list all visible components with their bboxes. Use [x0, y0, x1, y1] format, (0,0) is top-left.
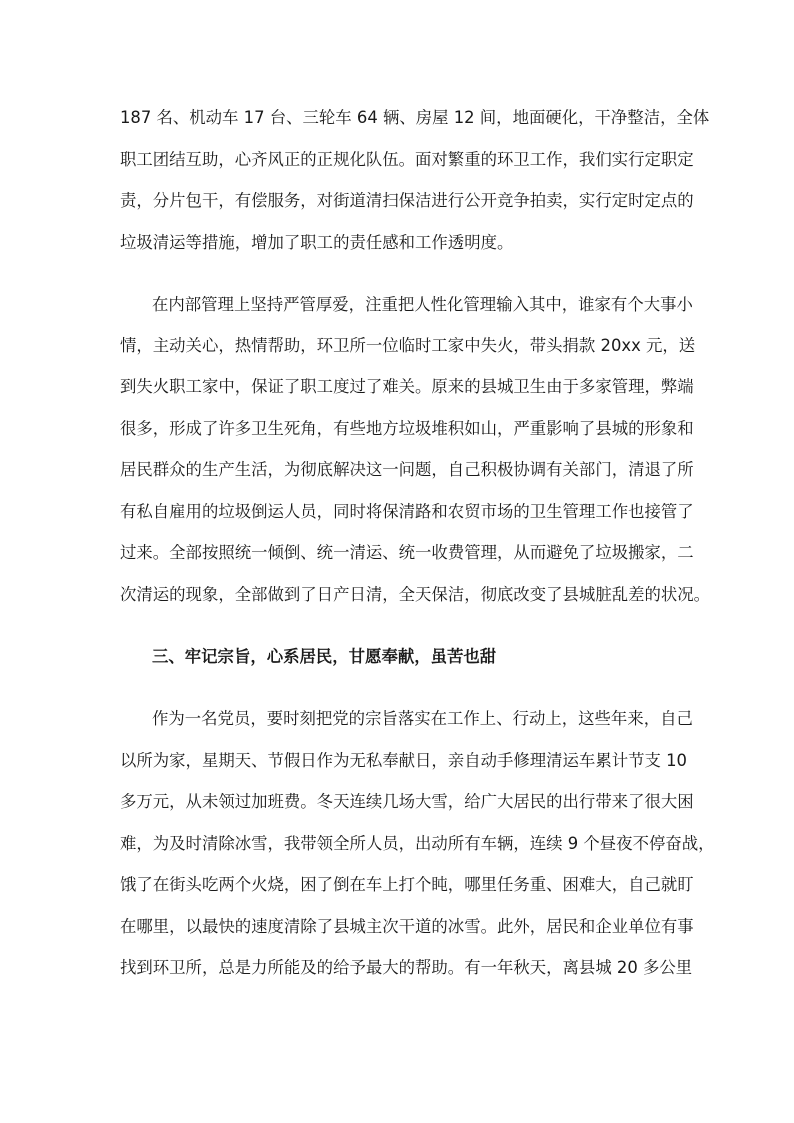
paragraph-line: 次清运的现象，全部做到了日产日清，全天保洁，彻底改变了县城脏乱差的状况。 [120, 585, 711, 604]
paragraph-line: 以所为家，星期天、节假日作为无私奉献日，亲自动手修理清运车累计节支 10 [120, 751, 687, 770]
paragraph-line: 有私自雇用的垃圾倒运人员，同时将保清路和农贸市场的卫生管理工作也接管了 [120, 502, 694, 521]
paragraph-line: 很多，形成了许多卫生死角，有些地方垃圾堆积如山，严重影响了县城的形象和 [120, 419, 694, 438]
paragraph-line: 垃圾清运等措施，增加了职工的责任感和工作透明度。 [120, 233, 514, 252]
paragraph-line: 找到环卫所，总是力所能及的给予最大的帮助。有一年秋天，离县城 20 多公里 [120, 958, 693, 977]
paragraph-line: 到失火职工家中，保证了职工度过了难关。原来的县城卫生由于多家管理，弊端 [120, 377, 694, 396]
paragraph-line: 饿了在街头吃两个火烧，困了倒在车上打个盹，哪里任务重、困难大，自己就盯 [120, 875, 694, 894]
paragraph-line: 居民群众的生产生活，为彻底解决这一问题，自己积极协调有关部门，清退了所 [120, 460, 694, 479]
paragraph-line: 责，分片包干，有偿服务，对街道清扫保洁进行公开竞争拍卖，实行定时定点的 [120, 191, 694, 210]
paragraph-first-line: 作为一名党员，要时刻把党的宗旨落实在工作上、行动上，这些年来，自己 [152, 709, 693, 728]
paragraph-line: 职工团结互助，心齐风正的正规化队伍。面对繁重的环卫工作，我们实行定职定 [120, 150, 694, 169]
paragraph-line: 187 名、机动车 17 台、三轮车 64 辆、房屋 12 间，地面硬化，干净整洁，全体 [120, 108, 710, 127]
paragraph-line: 难，为及时清除冰雪，我带领全所人员，出动所有车辆，连续 9 个昼夜不停奋战， [120, 834, 715, 853]
paragraph-line: 在哪里，以最快的速度清除了县城主次干道的冰雪。此外，居民和企业单位有事 [120, 917, 694, 936]
paragraph-first-line: 在内部管理上坚持严管厚爱，注重把人性化管理输入其中，谁家有个大事小 [152, 295, 693, 314]
paragraph-line: 过来。全部按照统一倾倒、统一清运、统一收费管理，从而避免了垃圾搬家，二 [120, 543, 694, 562]
paragraph-line: 多万元，从未领过加班费。冬天连续几场大雪，给广大居民的出行带来了很大困 [120, 792, 694, 811]
paragraph-line: 情，主动关心，热情帮助，环卫所一位临时工家中失火，带头捐款 20xx 元，送 [120, 336, 696, 355]
section-heading: 三、牢记宗旨，心系居民，甘愿奉献，虽苦也甜 [152, 647, 497, 666]
